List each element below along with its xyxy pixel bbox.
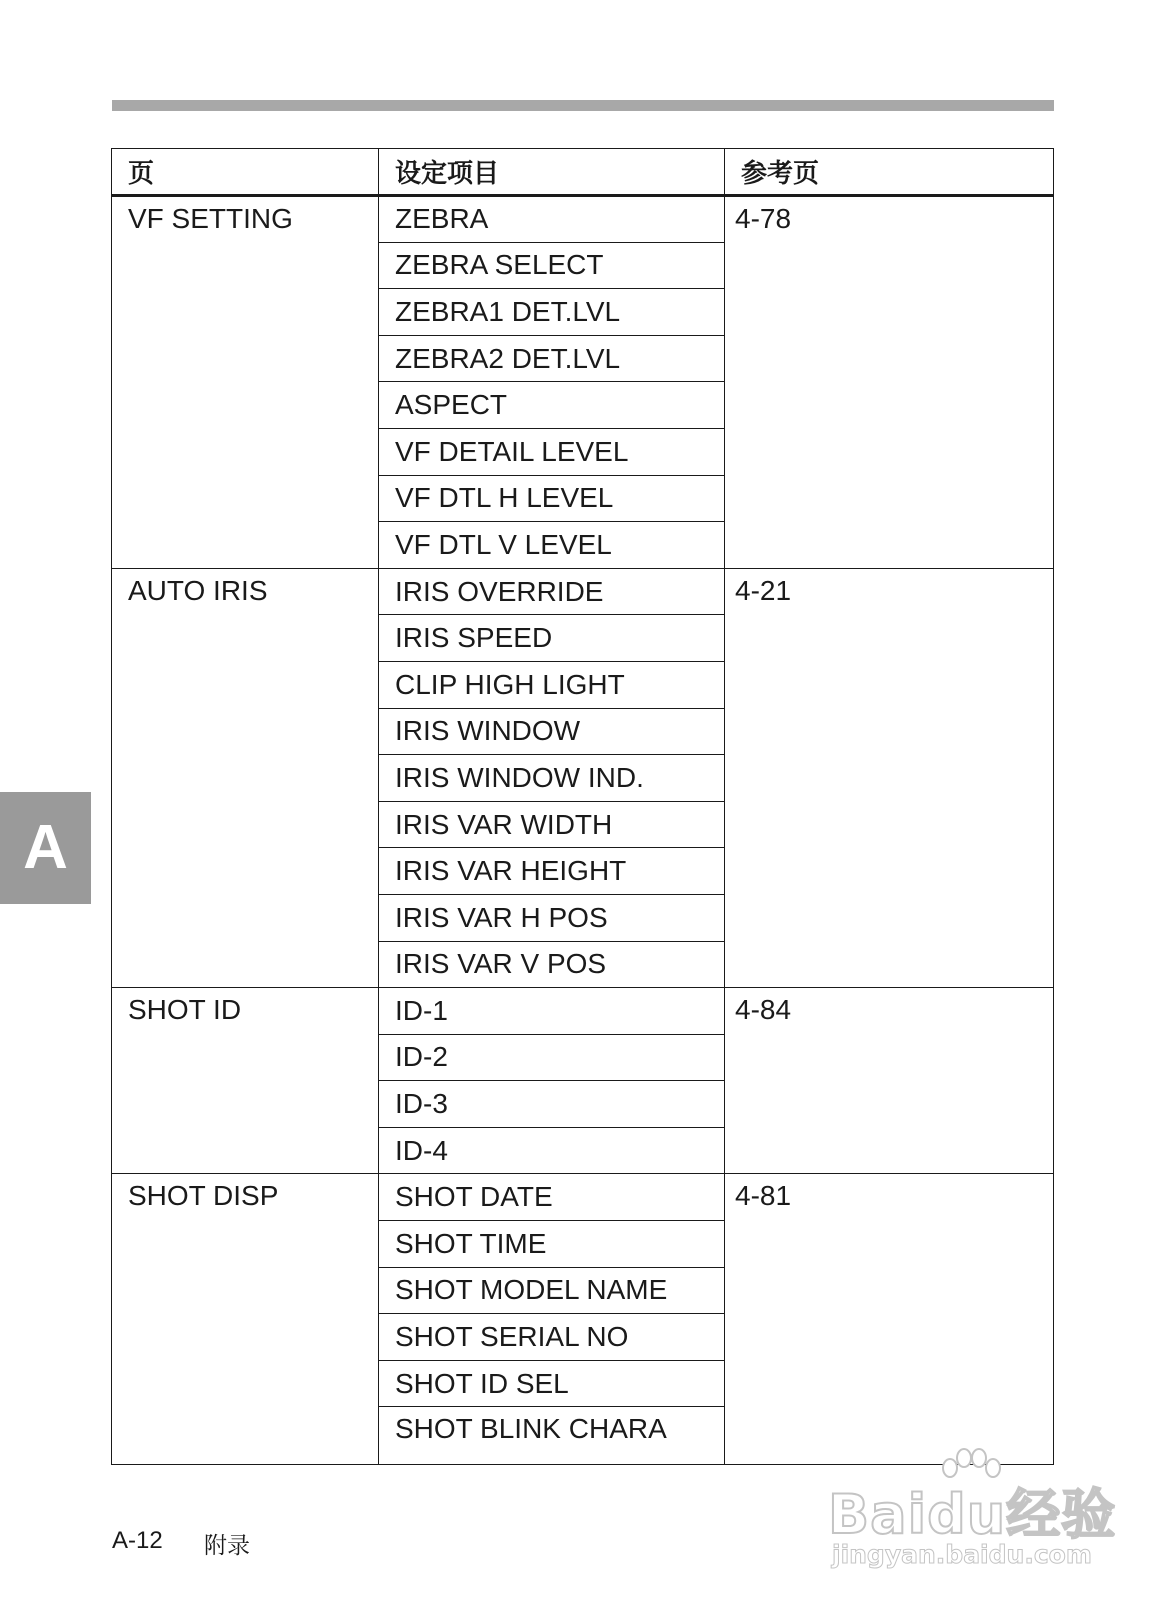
watermark-url: jingyan.baidu.com <box>832 1540 1092 1569</box>
setting-item-cell: IRIS VAR WIDTH <box>379 801 725 848</box>
page-name-cell: AUTO IRIS <box>112 568 379 987</box>
header-page: 页 <box>112 149 379 196</box>
footer-section-title: 附录 <box>204 1533 250 1559</box>
reference-page-cell: 4-21 <box>725 568 1054 987</box>
setting-item-cell: SHOT BLINK CHARA <box>379 1407 725 1465</box>
reference-page-cell: 4-81 <box>725 1174 1054 1465</box>
setting-item-cell: IRIS WINDOW IND. <box>379 755 725 802</box>
menu-settings-table <box>111 148 1054 1465</box>
table-row <box>112 988 1054 1035</box>
setting-item-cell: ID-2 <box>379 1034 725 1081</box>
setting-item-cell: VF DETAIL LEVEL <box>379 428 725 475</box>
section-tab: A <box>0 792 91 904</box>
watermark <box>828 1448 1117 1578</box>
setting-item-cell: ZEBRA SELECT <box>379 242 725 289</box>
setting-item-cell: SHOT ID SEL <box>379 1360 725 1407</box>
table-header-row <box>112 149 1054 196</box>
table-row <box>112 1174 1054 1221</box>
setting-item-cell: ID-4 <box>379 1127 725 1174</box>
table-body <box>112 196 1054 1465</box>
reference-page-cell: 4-84 <box>725 988 1054 1174</box>
setting-item-cell: SHOT SERIAL NO <box>379 1314 725 1361</box>
header-item: 设定项目 <box>379 149 725 196</box>
setting-item-cell: ID-1 <box>379 988 725 1035</box>
table-row <box>112 196 1054 243</box>
page-name-cell: VF SETTING <box>112 196 379 569</box>
setting-item-cell: IRIS OVERRIDE <box>379 568 725 615</box>
setting-item-cell: SHOT TIME <box>379 1221 725 1268</box>
setting-item-cell: ZEBRA2 DET.LVL <box>379 335 725 382</box>
watermark-main-text: Baidu经验 <box>828 1483 1117 1546</box>
setting-item-cell: IRIS VAR H POS <box>379 894 725 941</box>
setting-item-cell: SHOT DATE <box>379 1174 725 1221</box>
setting-item-cell: IRIS VAR V POS <box>379 941 725 988</box>
setting-item-cell: ASPECT <box>379 382 725 429</box>
page-name-cell: SHOT ID <box>112 988 379 1174</box>
setting-item-cell: ZEBRA <box>379 196 725 243</box>
setting-item-cell: CLIP HIGH LIGHT <box>379 661 725 708</box>
setting-item-cell: IRIS WINDOW <box>379 708 725 755</box>
setting-item-cell: IRIS SPEED <box>379 615 725 662</box>
page-name-cell: SHOT DISP <box>112 1174 379 1465</box>
setting-item-cell: SHOT MODEL NAME <box>379 1267 725 1314</box>
setting-item-cell: ID-3 <box>379 1081 725 1128</box>
setting-item-cell: ZEBRA1 DET.LVL <box>379 289 725 336</box>
setting-item-cell: IRIS VAR HEIGHT <box>379 848 725 895</box>
table-row <box>112 568 1054 615</box>
footer-page-number: A-12 <box>112 1527 163 1554</box>
reference-page-cell: 4-78 <box>725 196 1054 569</box>
header-ref: 参考页 <box>725 149 1054 196</box>
top-rule <box>112 100 1054 111</box>
setting-item-cell: VF DTL V LEVEL <box>379 522 725 569</box>
setting-item-cell: VF DTL H LEVEL <box>379 475 725 522</box>
